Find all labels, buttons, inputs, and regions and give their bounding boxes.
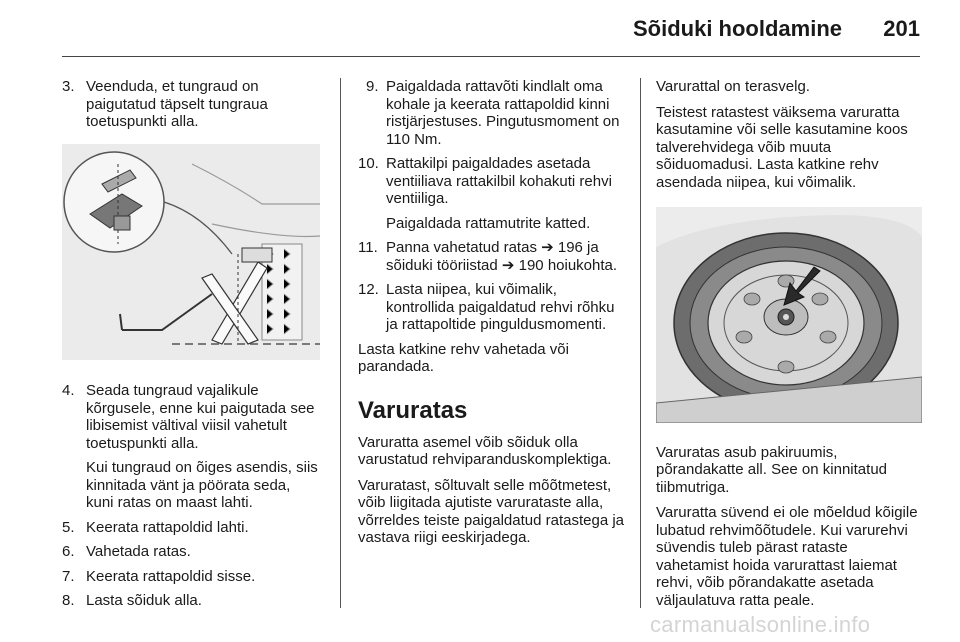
page-header xyxy=(0,0,960,48)
step-number: 4. xyxy=(62,382,75,399)
step-number: 6. xyxy=(62,543,75,560)
column-divider xyxy=(640,78,641,608)
step-number: 12. xyxy=(358,281,379,298)
paragraph: Teistest ratastest väiksema varuratta kasutamine või selle kasutamine koos talverehvidega võib muuta sõiduomadusi. Lasta katkine rehv asendada niipea, kui võimalik. xyxy=(656,103,908,191)
step-text: Lasta niipea, kui võimalik, kontrollida paigaldatud rehvi rõhku ja rattapoltide pinguldusmomenti. xyxy=(386,281,615,333)
page-number: 201 xyxy=(883,16,920,41)
step-number: 5. xyxy=(62,518,75,536)
step-12 xyxy=(358,281,626,334)
step-10 xyxy=(358,155,626,232)
paragraph: Lasta katkine rehv vahetada või parandada. xyxy=(358,340,569,375)
step-text: Rattakilpi paigaldades asetada ventiiliava rattakilbil kohakuti rehvi ventiiliga. xyxy=(386,155,612,207)
step-subtext: Paigaldada rattamutrite katted. xyxy=(386,214,591,232)
header-divider xyxy=(62,56,920,57)
column-middle xyxy=(358,78,626,555)
step-text: Veenduda, et tungraud on paigutatud täpselt tungraua toetuspunkti alla. xyxy=(86,78,268,130)
page-title: Sõiduki hooldamine xyxy=(632,16,842,41)
step-number: 11. xyxy=(358,239,378,256)
column-left xyxy=(62,78,320,617)
step-text: Keerata rattapoldid sisse. xyxy=(86,567,256,585)
step-8 xyxy=(62,592,320,610)
paragraph: Varuratas asub pakiruumis, põrandakatte all. See on kinnitatud tiibmutriga. xyxy=(656,443,887,496)
jack-illustration xyxy=(62,144,320,360)
step-6 xyxy=(62,543,320,561)
paragraph: Varuratast, sõltuvalt selle mõõtmetest, võib liigitada ajutiste varurataste alla, võrreldes teiste paigaldatud ratastega ja vastava riigi eeskirjadega. xyxy=(358,476,625,546)
step-number: 7. xyxy=(62,567,75,585)
paragraph: Varuratta süvend ei ole mõeldud kõigile lubatud rehvimõõtudele. Kui varurehvi süvendis tuleb pärast rataste vahetamist hoida varurattast laiemat rehvi, võib põrandakatte asetada väljaulatuva ratta peale. xyxy=(656,504,918,609)
section-heading: Varuratas xyxy=(358,396,468,424)
spare-wheel-illustration xyxy=(656,207,922,423)
column-right xyxy=(656,78,922,617)
step-subtext: Kui tungraud on õiges asendis, siis kinnitada vänt ja pöörata seda, kuni ratas on maast lahti. xyxy=(86,459,318,511)
step-5 xyxy=(62,519,320,537)
step-number: 3. xyxy=(62,78,75,95)
column-divider xyxy=(340,78,341,608)
step-text: Lasta sõiduk alla. xyxy=(86,592,202,609)
step-4 xyxy=(62,382,320,512)
paragraph: Varuratta asemel võib sõiduk olla varustatud rehviparanduskomplektiga. xyxy=(358,433,612,468)
step-3 xyxy=(62,78,320,131)
step-text: Seada tungraud vajalikule kõrgusele, enne kui paigutada see libisemist vältival viisil vahetult toetuspunkti alla. xyxy=(86,382,315,452)
step-9 xyxy=(358,78,626,148)
step-text: Panna vahetatud ratas ➔ 196 ja sõiduki tööriistad ➔ 190 hoiukohta. xyxy=(386,239,618,274)
step-7 xyxy=(62,568,320,586)
step-number: 9. xyxy=(366,78,379,95)
step-text: Vahetada ratas. xyxy=(86,543,191,560)
step-11 xyxy=(358,239,626,274)
step-text: Paigaldada rattavõti kindlalt oma kohale ja keerata rattapoldid kinni ristjärjestuses. Pingutusmoment on 110 Nm. xyxy=(386,78,620,148)
step-number: 8. xyxy=(62,592,75,609)
watermark-text: carmanualsonline.info xyxy=(650,612,871,637)
step-text: Keerata rattapoldid lahti. xyxy=(86,518,249,536)
paragraph: Varurattal on terasvelg. xyxy=(656,78,810,95)
step-number: 10. xyxy=(358,155,379,172)
